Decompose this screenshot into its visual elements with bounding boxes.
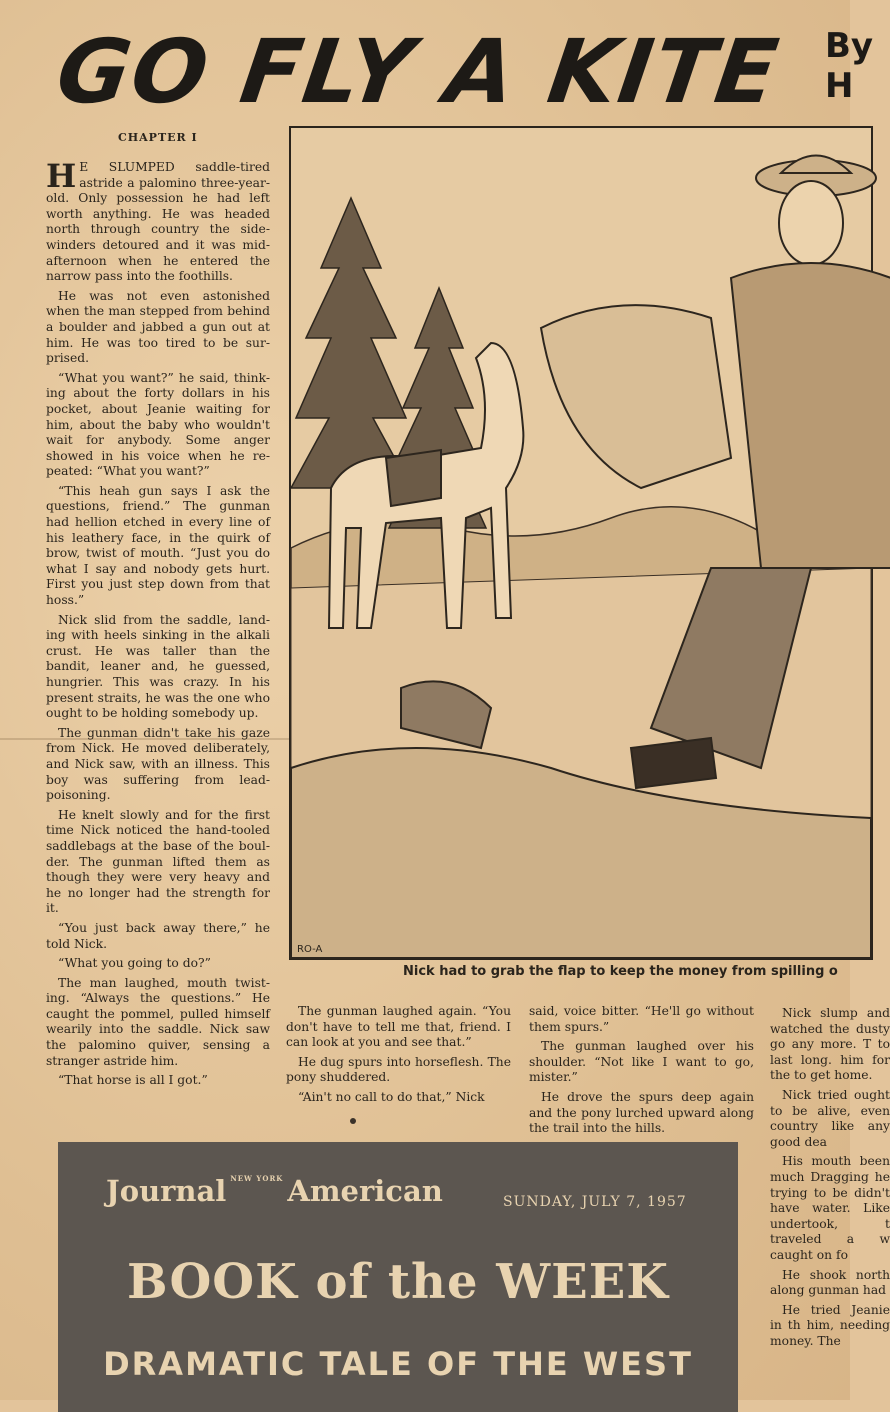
banner-title: BOOK of the WEEK bbox=[126, 1254, 669, 1310]
masthead-city: NEW YORK bbox=[230, 1174, 284, 1183]
paragraph: said, voice bitter. “He'll go without them spurs.” bbox=[529, 1004, 754, 1034]
banner-subtitle: DRAMATIC TALE OF THE WEST bbox=[103, 1345, 693, 1383]
paragraph: The gunman laughed over his shoulder. “Not like I want to go, mister.” bbox=[529, 1039, 754, 1085]
paragraph-text: E SLUMPED saddle-tired astride a palomino three-year-old. Only possession he had left worth anything. He was headed north through country the side-winders detoured and it was mid-afternoon when he entered the narrow pass into the foothills. bbox=[46, 160, 270, 284]
paragraph: “That horse is all I got.” bbox=[58, 1073, 208, 1088]
paragraph: “This heah gun says I ask the questions, friend.” The gunman had hellion etched in every line of his leathery face, in the quirk of brow, twist of mouth. “Just you do what I say and nobody gets hurt. First you just step down from that hoss.” bbox=[46, 483, 270, 608]
paragraph: He knelt slowly and for the first time Nick noticed the hand-tooled saddlebags at the base of the boul-der. The gunman lifted them as though they were very heavy and he no longer had the strength for it. bbox=[46, 807, 270, 916]
paragraph: He dug spurs into horseflesh. The pony shuddered. bbox=[286, 1054, 511, 1085]
paragraph: He tried Jeanie in th him, needing money. The bbox=[770, 1302, 890, 1348]
paragraph: “What you want?” he said, think-ing about the forty dollars in his pocket, about Jeanie waiting for him, about the baby who wouldn't wait for anybody. Some anger showed in his voice when he re-peated: “What you want?” bbox=[46, 370, 270, 479]
byline: By H bbox=[825, 26, 874, 106]
paragraph: The man laughed, mouth twist-ing. “Always the questions.” He caught the pommel, pulled himself wearily into the saddle. Nick saw the palomino quiver, sensing a stranger astride him. bbox=[46, 975, 270, 1068]
artist-signature: RO-A bbox=[297, 944, 323, 955]
text-column-2 bbox=[286, 1004, 511, 1110]
illustration-caption: Nick had to grab the flap to keep the money from spilling o bbox=[403, 964, 838, 979]
paragraph: He shook north along gunman had bbox=[770, 1267, 890, 1298]
book-of-week-banner bbox=[58, 1142, 738, 1412]
text-column-1 bbox=[46, 157, 270, 1093]
newspaper-masthead bbox=[106, 1174, 443, 1208]
ink-dot bbox=[350, 1118, 356, 1124]
text-column-3 bbox=[529, 1004, 754, 1141]
text-column-4 bbox=[770, 1006, 890, 1353]
paragraph: His mouth been much Dragging he trying to be didn't have water. Like undertook, t traveled a w caught on fo bbox=[770, 1154, 890, 1262]
paragraph: Nick slid from the saddle, land-ing with heels sinking in the alkali crust. He was taller than the bandit, leaner and, he guessed, hungrier. This was crazy. In his present straits, he was the one who ought to be holding somebody up. bbox=[46, 612, 270, 721]
paragraph bbox=[46, 157, 270, 285]
paragraph: “You just back away there,” he told Nick. bbox=[46, 920, 270, 951]
paragraph: Nick slump and watched the dusty go any more. T to last long. him for the to get home. bbox=[770, 1006, 890, 1083]
illustration-art bbox=[291, 128, 871, 958]
chapter-heading: CHAPTER I bbox=[118, 131, 198, 144]
issue-date: SUNDAY, JULY 7, 1957 bbox=[503, 1194, 687, 1210]
story-illustration bbox=[289, 126, 873, 960]
paragraph: The gunman laughed again. “You don't have to tell me that, friend. I can look at you and see that.” bbox=[286, 1004, 511, 1050]
masthead-right: American bbox=[287, 1174, 443, 1208]
paragraph: The gunman didn't take his gaze from Nick. He moved deliberately, and Nick saw, with an illness. This boy was suffering from lead-poisoning. bbox=[46, 725, 270, 803]
masthead-left: Journal bbox=[106, 1174, 227, 1208]
paragraph: He drove the spurs deep again and the pony lurched upward along the trail into the hills. bbox=[529, 1089, 754, 1136]
drop-cap: H bbox=[46, 157, 77, 195]
paragraph: Nick tried ought to be alive, even country like any good dea bbox=[770, 1087, 890, 1149]
paragraph: “Ain't no call to do that,” Nick bbox=[298, 1089, 485, 1104]
paragraph: He was not even astonished when the man stepped from behind a boulder and jabbed a gun out at him. He was too tired to be sur-prised. bbox=[46, 288, 270, 366]
paragraph: “What you going to do?” bbox=[58, 956, 211, 971]
story-headline: GO FLY A KITE bbox=[50, 20, 786, 123]
